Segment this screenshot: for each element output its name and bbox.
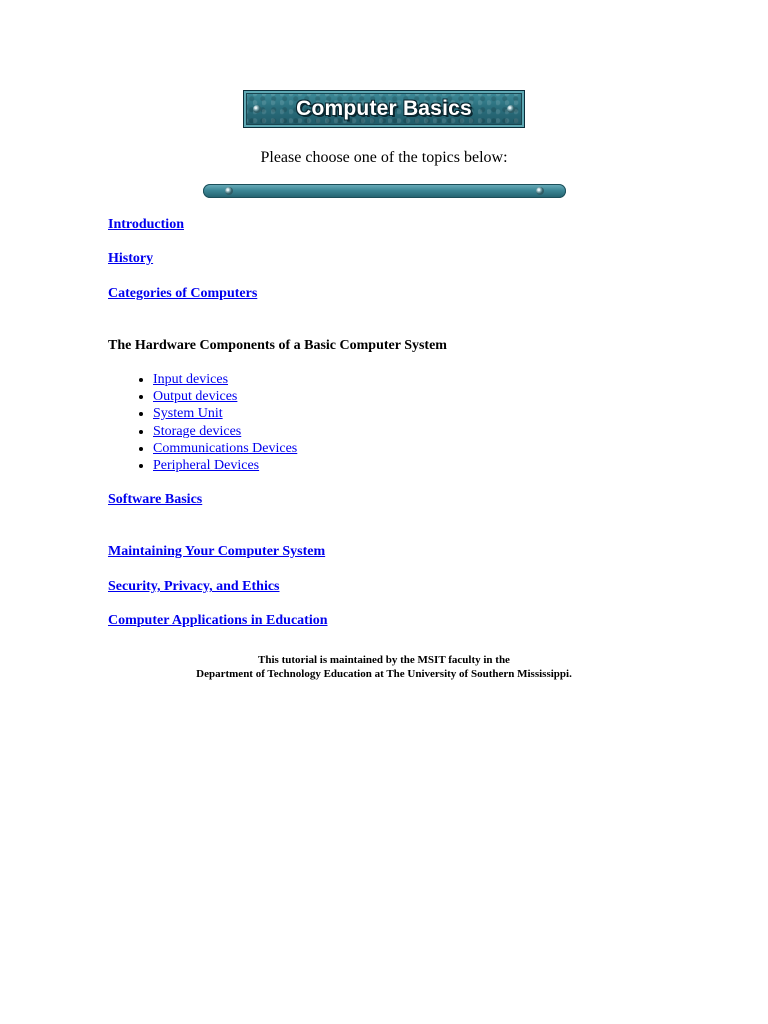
list-item bbox=[153, 457, 728, 474]
rivet-icon bbox=[225, 187, 233, 195]
divider-bar bbox=[203, 184, 566, 198]
link-maintaining-your-computer-system[interactable]: Maintaining Your Computer System bbox=[108, 544, 326, 560]
rivet-icon bbox=[536, 187, 544, 195]
link-row bbox=[108, 250, 728, 267]
link-output-devices[interactable]: Output devices bbox=[153, 389, 238, 405]
link-software-basics[interactable]: Software Basics bbox=[108, 492, 203, 508]
link-row bbox=[108, 491, 728, 508]
link-row bbox=[108, 216, 728, 233]
rivet-icon bbox=[253, 105, 261, 113]
banner-computer-basics bbox=[243, 90, 525, 128]
list-item bbox=[153, 423, 728, 440]
link-row bbox=[108, 543, 728, 560]
hardware-list bbox=[108, 371, 728, 474]
link-row bbox=[108, 285, 728, 302]
link-introduction[interactable]: Introduction bbox=[108, 217, 184, 232]
link-storage-devices[interactable]: Storage devices bbox=[153, 423, 242, 439]
link-categories-of-computers[interactable]: Categories of Computers bbox=[108, 286, 258, 301]
rivet-icon bbox=[507, 105, 515, 113]
link-row bbox=[108, 578, 728, 595]
list-item bbox=[153, 371, 728, 388]
link-system-unit[interactable]: System Unit bbox=[153, 406, 223, 422]
link-communications-devices[interactable]: Communications Devices bbox=[153, 440, 298, 456]
intro-text: Please choose one of the topics below: bbox=[260, 149, 508, 166]
link-peripheral-devices[interactable]: Peripheral Devices bbox=[153, 458, 260, 474]
link-security-privacy-ethics[interactable]: Security, Privacy, and Ethics bbox=[108, 579, 280, 595]
hardware-heading: The Hardware Components of a Basic Computer System bbox=[108, 338, 447, 353]
footer bbox=[0, 653, 768, 681]
link-history[interactable]: History bbox=[108, 251, 154, 266]
footer-line-1: This tutorial is maintained by the MSIT faculty in the bbox=[258, 654, 510, 666]
list-item bbox=[153, 388, 728, 405]
link-row bbox=[108, 612, 728, 629]
list-item bbox=[153, 440, 728, 457]
link-computer-applications-in-education[interactable]: Computer Applications in Education bbox=[108, 613, 328, 629]
topic-list bbox=[108, 216, 728, 629]
link-input-devices[interactable]: Input devices bbox=[153, 372, 229, 387]
list-item bbox=[153, 405, 728, 422]
banner-title: Computer Basics bbox=[296, 97, 472, 120]
footer-line-2: Department of Technology Education at The University of Southern Mississippi. bbox=[196, 668, 572, 680]
